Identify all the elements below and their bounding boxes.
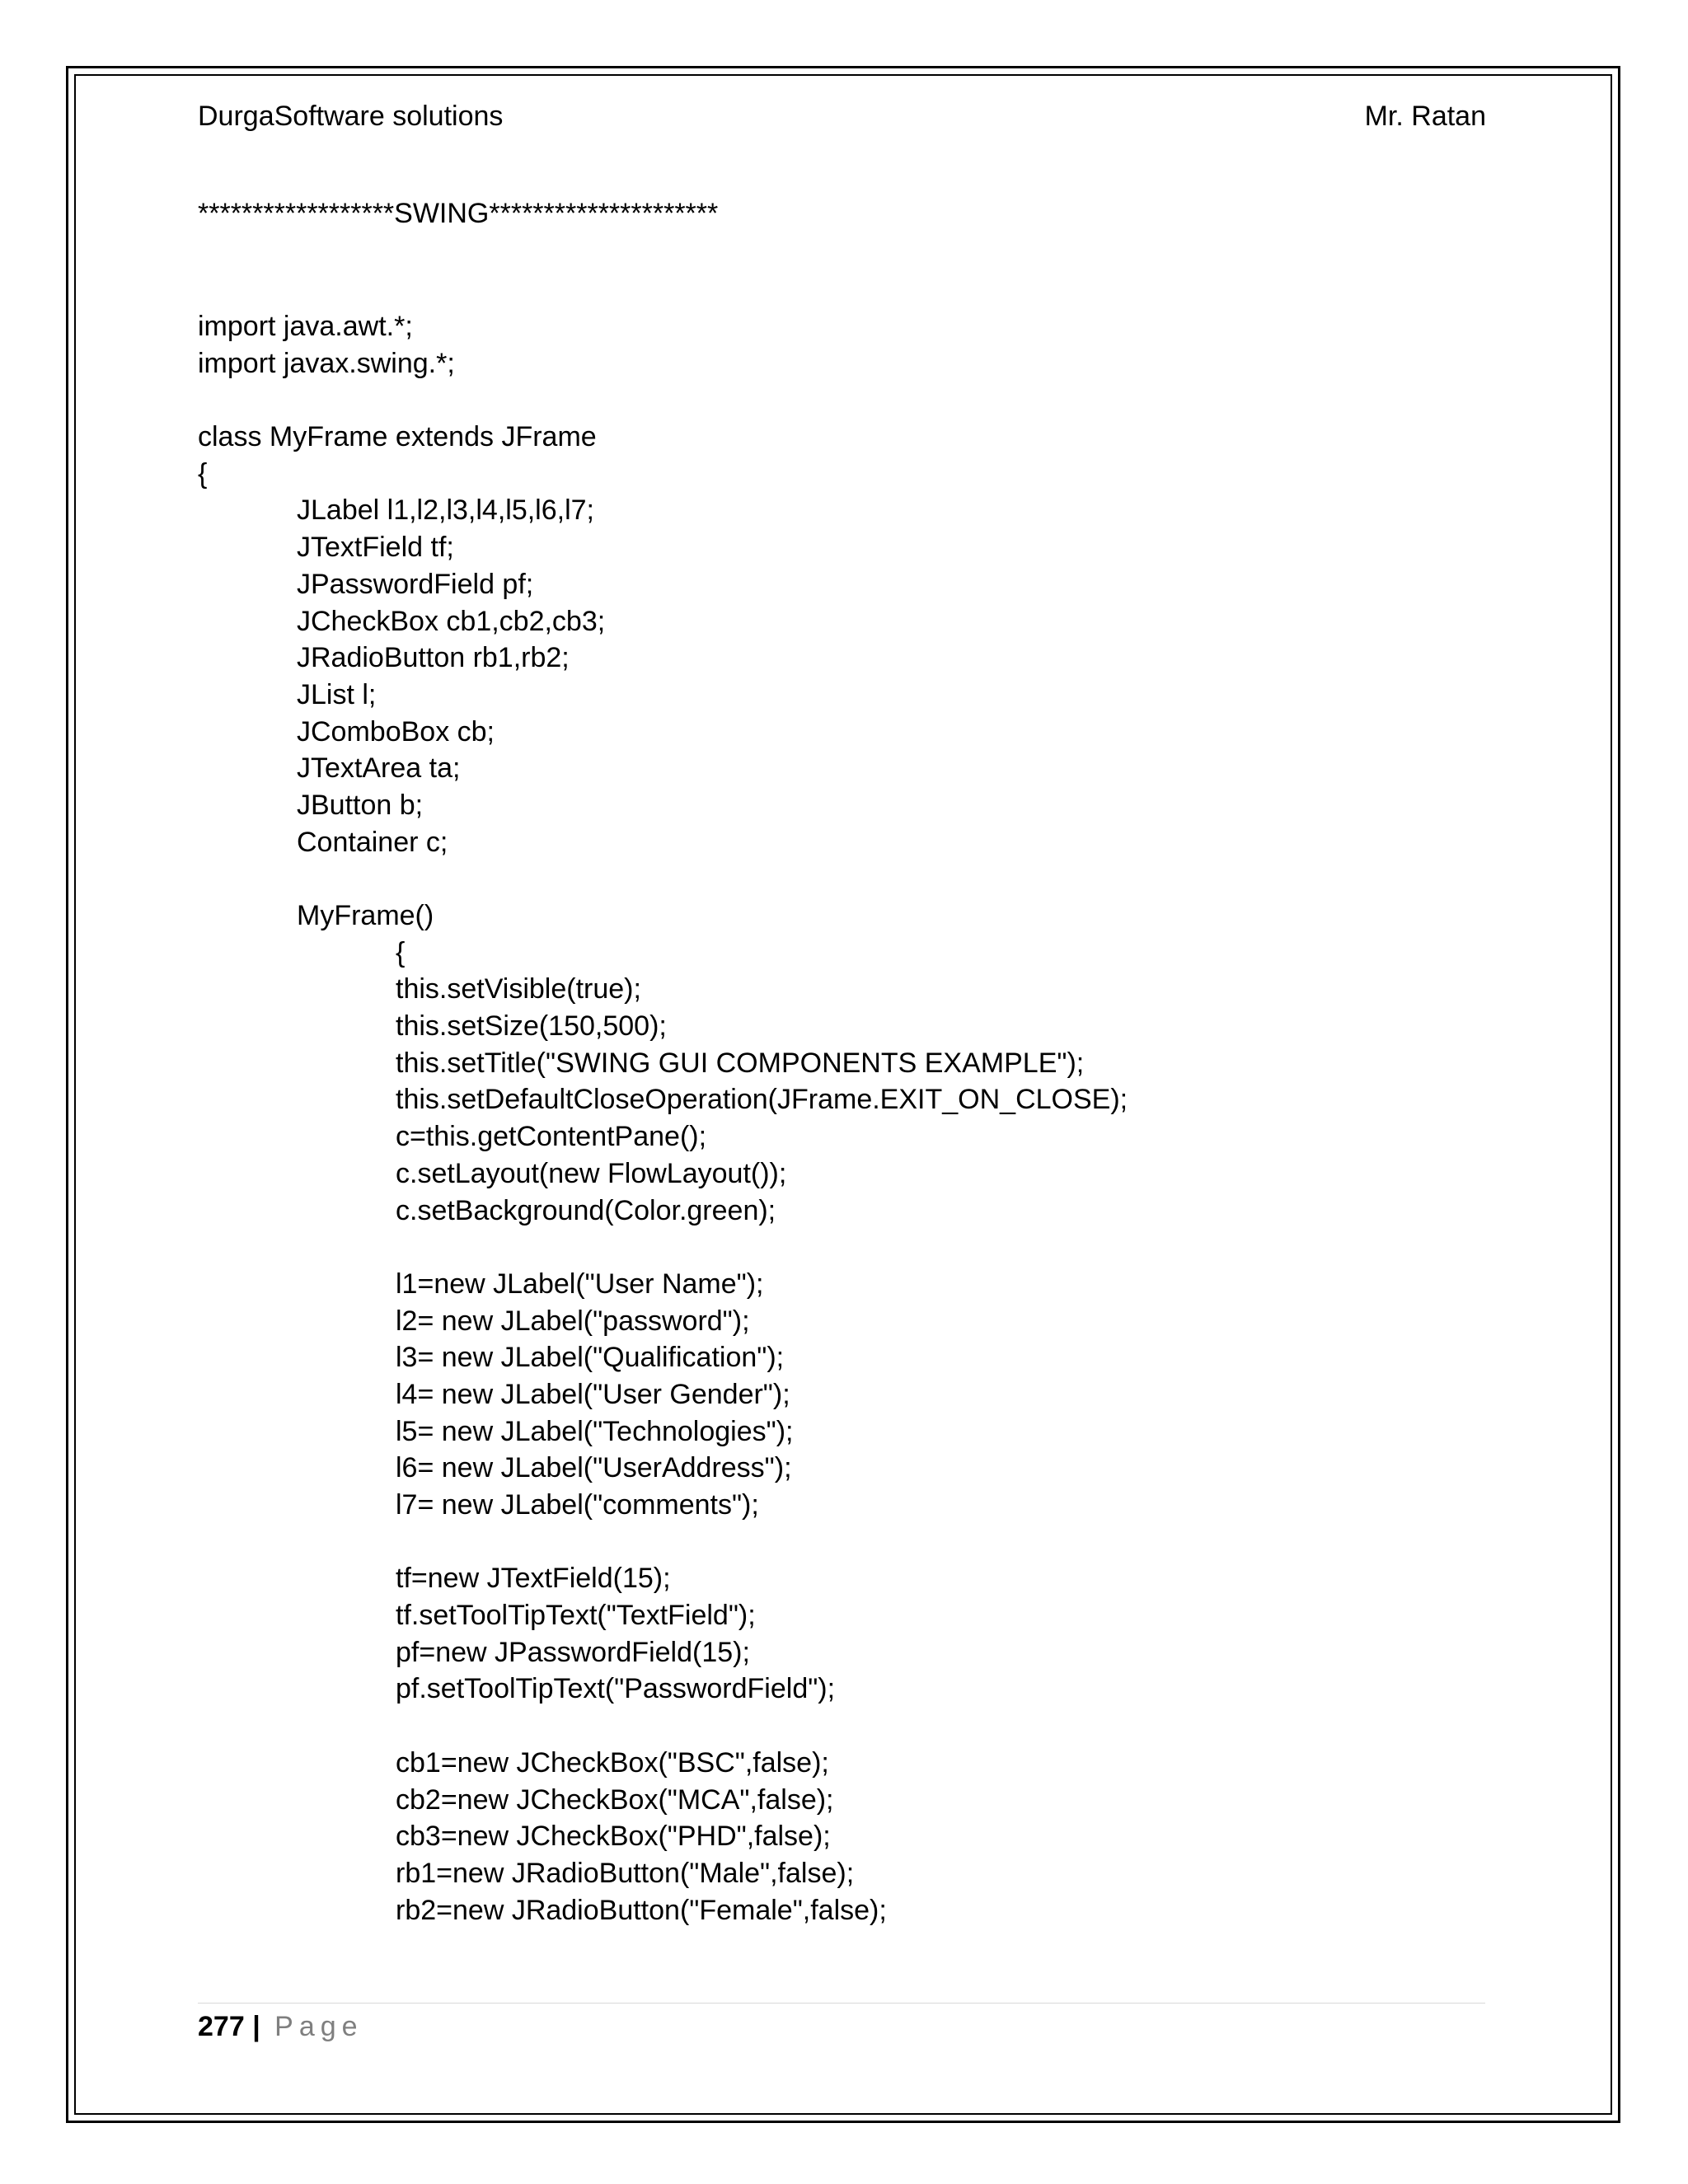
code-line: c.setLayout(new FlowLayout()); (396, 1157, 787, 1189)
code-line: JTextArea ta; (297, 752, 461, 785)
code-line: cb1=new JCheckBox("BSC",false); (396, 1746, 829, 1779)
code-line: class MyFrame extends JFrame (198, 421, 597, 453)
code-line: this.setDefaultCloseOperation(JFrame.EXIT_ON_CLOSE); (396, 1084, 1128, 1116)
code-line: JRadioButton rb1,rb2; (297, 642, 570, 674)
code-line: rb2=new JRadioButton("Female",false); (396, 1894, 887, 1926)
code-line: JLabel l1,l2,l3,l4,l5,l6,l7; (297, 494, 595, 527)
code-line: JPasswordField pf; (297, 568, 534, 600)
code-line (198, 382, 1128, 419)
code-line: tf=new JTextField(15); (396, 1563, 671, 1595)
code-line: { (198, 457, 208, 490)
code-line: rb1=new JRadioButton("Male",false); (396, 1857, 855, 1889)
code-line: import javax.swing.*; (198, 347, 455, 379)
code-line: MyFrame() (297, 900, 434, 931)
code-line: l3= new JLabel("Qualification"); (396, 1342, 785, 1374)
code-line: JTextField tf; (297, 532, 454, 564)
code-line: this.setVisible(true); (396, 973, 641, 1005)
code-line: JButton b; (297, 789, 424, 821)
code-line: cb2=new JCheckBox("MCA",false); (396, 1783, 834, 1816)
code-line: tf.setToolTipText("TextField"); (396, 1600, 756, 1632)
code-line: import java.awt.*; (198, 311, 413, 342)
code-line (198, 1524, 1128, 1561)
code-line: c=this.getContentPane(); (396, 1121, 707, 1153)
page-label: Page (274, 2011, 363, 2042)
code-line: l1=new JLabel("User Name"); (396, 1268, 764, 1300)
code-block (198, 308, 1128, 1929)
code-line (198, 1708, 1128, 1745)
page-footer (198, 2011, 363, 2043)
code-line: this.setSize(150,500); (396, 1010, 667, 1043)
page-separator: | (252, 2011, 260, 2042)
code-line: Container c; (297, 826, 448, 858)
code-line: pf=new JPasswordField(15); (396, 1636, 750, 1668)
code-line: c.setBackground(Color.green); (396, 1194, 776, 1226)
code-line: l7= new JLabel("comments"); (396, 1489, 759, 1521)
code-line (198, 860, 1128, 898)
code-line: JList l; (297, 678, 377, 710)
code-line: l2= new JLabel("password"); (396, 1305, 750, 1337)
section-title: ******************SWING********************* (198, 198, 719, 229)
code-line: l4= new JLabel("User Gender"); (396, 1378, 790, 1410)
code-line (198, 1229, 1128, 1266)
code-line: cb3=new JCheckBox("PHD",false); (396, 1821, 831, 1853)
header-author: Mr. Ratan (1364, 101, 1486, 132)
code-line: pf.setToolTipText("PasswordField"); (396, 1673, 836, 1705)
code-line: l6= new JLabel("UserAddress"); (396, 1452, 792, 1484)
code-line: JCheckBox cb1,cb2,cb3; (297, 605, 606, 637)
header-company: DurgaSoftware solutions (198, 101, 504, 132)
code-line: JComboBox cb; (297, 715, 495, 748)
code-line: l5= new JLabel("Technologies"); (396, 1415, 794, 1447)
page-number: 277 (198, 2011, 245, 2042)
code-line: { (396, 936, 406, 968)
footer-divider (198, 2003, 1485, 2004)
code-line: this.setTitle("SWING GUI COMPONENTS EXAMPLE"); (396, 1047, 1085, 1079)
